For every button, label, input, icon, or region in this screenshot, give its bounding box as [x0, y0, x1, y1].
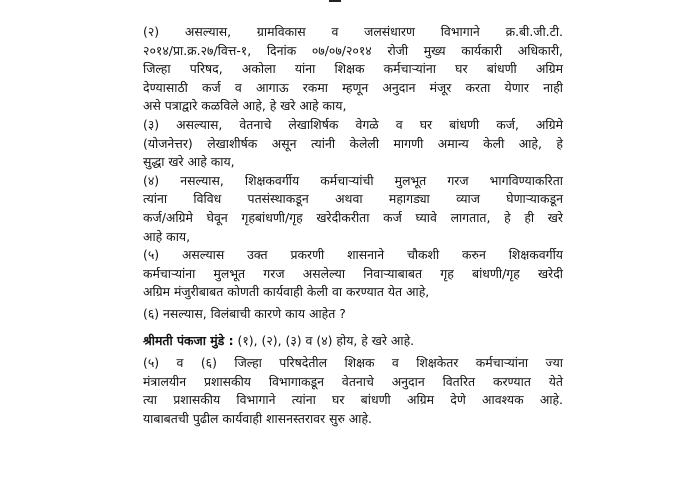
text-line: मंत्रालयीन प्रशासकीय विभागाकडून वेतनाचे अनुदान वितरित करण्यात येते	[143, 373, 563, 389]
text-line: (५) व (६) जिल्हा परिषदेतील शिक्षक व शिक्षकेतर कर्मचाऱ्यांना ज्या	[143, 355, 563, 371]
answer-2	[143, 354, 563, 428]
text-line: (२) असल्यास, ग्रामविकास व जलसंधारण विभागाने क्र.बी.जी.टी.	[143, 24, 563, 39]
question-4	[143, 172, 563, 246]
answer-1	[143, 332, 563, 351]
text-line: (३) असल्यास, वेतनाचे लेखाशिर्षक वेगळे व घर बांधणी कर्ज, अग्रिमे	[143, 116, 563, 132]
text-line: (६) नसल्यास, विलंबाची कारणे काय आहेत ?	[143, 305, 346, 321]
text-line: आहे काय,	[143, 228, 191, 244]
text-line: (५) असल्यास उक्त प्रकरणी शासनाने चौकशी करुन शिक्षकवर्गीय	[143, 247, 563, 263]
document-body	[143, 23, 563, 428]
text-line: अग्रिम मंजुरीबाबत कोणती कार्यवाही केली वा करण्यात येत आहे,	[143, 284, 430, 300]
text-line: कर्मचाऱ्यांना मुलभूत गरज असलेल्या निवाऱ्याबाबत गृह बांधणी/गृह खरेदी	[143, 265, 563, 281]
speaker-name: श्रीमती पंकजा मुंडे :	[143, 332, 234, 348]
page-top-mark	[329, 0, 341, 2]
text-line: २०१४/प्रा.क्र.२७/वित्त-१, दिनांक ०७/०७/२०१४ रोजी मुख्य कार्यकारी अधिकारी,	[143, 42, 563, 58]
text-line: (योजनेत्तर) लेखाशीर्षक असून त्यांनी केलेली मागणी अमान्य केली आहे, हे	[143, 135, 563, 151]
text-line: (४) नसल्यास, शिक्षकवर्गीय कर्मचाऱ्यांची मुलभूत गरज भागविण्याकरिता	[143, 172, 563, 188]
text-line: त्या प्रशासकीय विभागाने त्यांना घर बांधणी अग्रिम देणे आवश्यक आहे.	[143, 392, 563, 408]
question-2	[143, 23, 563, 116]
answer-text: (१), (२), (३) व (४) होय, हे खरे आहे.	[237, 332, 415, 348]
text-line: कर्ज/अग्रिमे घेवून गृहबांधणी/गृह खरेदीकरीता कर्ज घ्यावे लागतात, हे ही खरे	[143, 209, 563, 225]
text-line: जिल्हा परिषद, अकोला यांना शिक्षक कर्मचाऱ्यांना घर बांधणी अग्रिम	[143, 61, 563, 77]
text-line: सुद्धा खरे आहे काय,	[143, 154, 235, 170]
question-6	[143, 305, 563, 324]
text-line: त्यांना विविध पतसंस्थाकडून अथवा महागड्या व्याज घेणाऱ्याकडून	[143, 191, 563, 207]
text-line: याबाबतची पुढील कार्यवाही शासनस्तरावर सुरु आहे.	[143, 410, 372, 426]
question-3	[143, 116, 563, 172]
question-5	[143, 246, 563, 302]
text-line: असे पत्राद्वारे कळविले आहे, हे खरे आहे काय,	[143, 98, 347, 114]
text-line: देण्यासाठी कर्ज व आगाऊ रकमा म्हणून अनुदान मंजूर करता येणार नाही	[143, 79, 563, 95]
